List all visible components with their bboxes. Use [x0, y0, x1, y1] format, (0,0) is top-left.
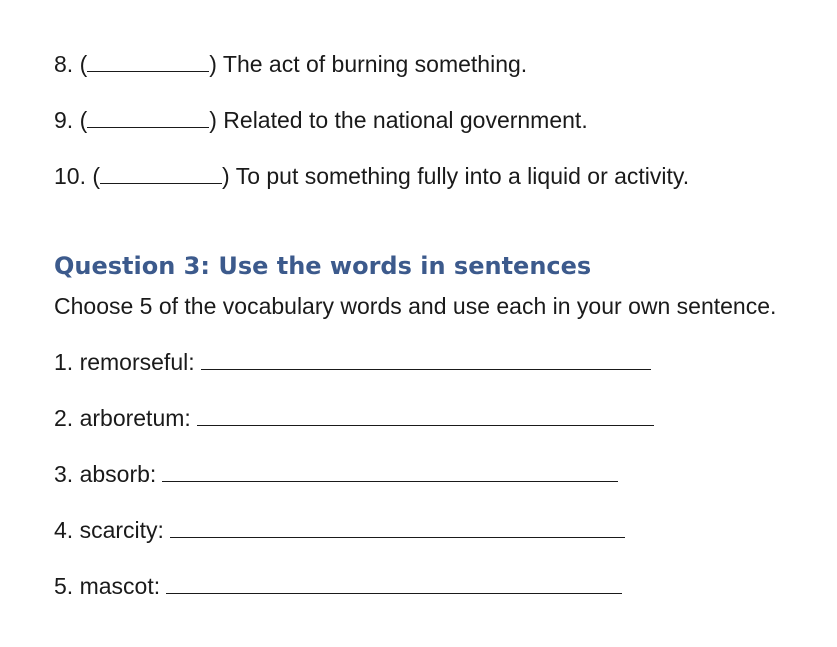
- item-definition: Related to the national government.: [223, 107, 588, 133]
- sentence-item-4: [54, 516, 625, 544]
- sentence-blank[interactable]: [201, 349, 651, 370]
- item-number: 8. (: [54, 51, 88, 77]
- sentence-label: 5. mascot:: [54, 573, 161, 599]
- matching-item-9: [54, 106, 588, 134]
- sentence-item-5: [54, 572, 622, 600]
- sentence-blank[interactable]: [162, 461, 618, 482]
- sentence-label: 3. absorb:: [54, 461, 157, 487]
- sentence-item-1: [54, 348, 651, 376]
- answer-blank[interactable]: [87, 107, 209, 128]
- item-close-paren: ): [209, 51, 217, 77]
- question-3-instructions: Choose 5 of the vocabulary words and use each in your own sentence.: [54, 293, 777, 319]
- answer-blank[interactable]: [87, 51, 209, 72]
- sentence-label: 2. arboretum:: [54, 405, 191, 431]
- answer-blank[interactable]: [100, 163, 222, 184]
- sentence-blank[interactable]: [197, 405, 654, 426]
- sentence-blank[interactable]: [166, 573, 622, 594]
- item-definition: The act of burning something.: [222, 51, 528, 77]
- sentence-label: 4. scarcity:: [54, 517, 164, 543]
- item-number: 10. (: [54, 163, 101, 189]
- matching-item-10: [54, 162, 689, 190]
- sentence-label: 1. remorseful:: [54, 349, 195, 375]
- sentence-item-2: [54, 404, 654, 432]
- sentence-item-3: [54, 460, 618, 488]
- item-definition: To put something fully into a liquid or activity.: [235, 163, 690, 189]
- item-close-paren: ): [209, 107, 217, 133]
- matching-item-8: [54, 50, 527, 78]
- item-close-paren: ): [222, 163, 230, 189]
- item-number: 9. (: [54, 107, 88, 133]
- question-3-heading: Question 3: Use the words in sentences: [54, 252, 592, 280]
- sentence-blank[interactable]: [170, 517, 625, 538]
